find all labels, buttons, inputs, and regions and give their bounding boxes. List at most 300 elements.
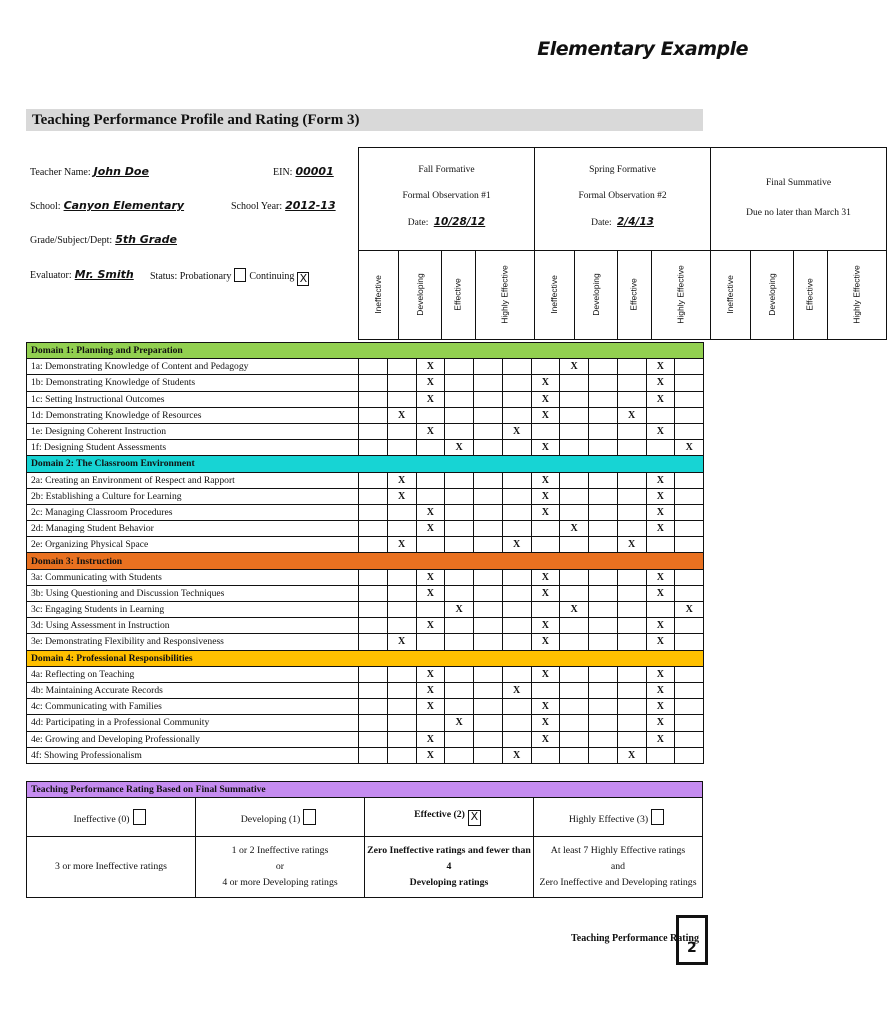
rating-cell[interactable]: X: [560, 359, 589, 375]
rating-cell[interactable]: X: [646, 504, 675, 520]
rating-cell[interactable]: [445, 666, 474, 682]
rating-cell[interactable]: X: [416, 747, 445, 763]
rating-cell[interactable]: X: [416, 618, 445, 634]
rating-cell[interactable]: [445, 472, 474, 488]
rating-cell[interactable]: [531, 682, 560, 698]
rating-cell[interactable]: [617, 521, 646, 537]
rating-cell[interactable]: [617, 682, 646, 698]
rating-cell[interactable]: [617, 731, 646, 747]
rating-cell[interactable]: X: [646, 731, 675, 747]
rating-cell[interactable]: X: [416, 375, 445, 391]
rating-cell[interactable]: [675, 504, 704, 520]
rating-cell[interactable]: [617, 666, 646, 682]
rating-cell[interactable]: [445, 699, 474, 715]
rating-cell[interactable]: X: [560, 521, 589, 537]
rating-cell[interactable]: X: [531, 472, 560, 488]
rating-cell[interactable]: [560, 472, 589, 488]
rating-cell[interactable]: [560, 440, 589, 456]
rating-cell[interactable]: [416, 440, 445, 456]
rating-cell[interactable]: X: [617, 407, 646, 423]
rating-cell[interactable]: [589, 521, 618, 537]
rating-cell[interactable]: [502, 359, 531, 375]
rating-cell[interactable]: X: [416, 391, 445, 407]
rating-cell[interactable]: [617, 488, 646, 504]
rating-cell[interactable]: [502, 602, 531, 618]
rating-cell[interactable]: [617, 715, 646, 731]
rating-cell[interactable]: [474, 682, 503, 698]
rating-cell[interactable]: [359, 359, 388, 375]
rating-cell[interactable]: [359, 423, 388, 439]
rating-cell[interactable]: [589, 569, 618, 585]
rating-cell[interactable]: [474, 407, 503, 423]
rating-cell[interactable]: [359, 504, 388, 520]
rating-cell[interactable]: [445, 618, 474, 634]
rating-cell[interactable]: [387, 423, 416, 439]
rating-cell[interactable]: X: [646, 585, 675, 601]
rating-cell[interactable]: [560, 488, 589, 504]
rating-cell[interactable]: [589, 391, 618, 407]
rating-cell[interactable]: [502, 666, 531, 682]
component-label: 3d: Using Assessment in Instruction: [27, 618, 359, 634]
rating-cell[interactable]: [359, 699, 388, 715]
rating-cell[interactable]: [646, 747, 675, 763]
rating-cell[interactable]: X: [560, 602, 589, 618]
rating-cell[interactable]: [416, 472, 445, 488]
rating-cell[interactable]: [387, 504, 416, 520]
rating-cell[interactable]: [589, 747, 618, 763]
table-row: [27, 747, 704, 763]
rating-cell[interactable]: [560, 585, 589, 601]
rating-cell[interactable]: X: [445, 715, 474, 731]
rating-cell[interactable]: [445, 682, 474, 698]
rating-cell[interactable]: X: [387, 488, 416, 504]
rating-cell[interactable]: [560, 375, 589, 391]
rating-cell[interactable]: X: [416, 731, 445, 747]
rating-cell[interactable]: [359, 634, 388, 650]
rating-cell[interactable]: [560, 666, 589, 682]
rating-cell[interactable]: X: [416, 569, 445, 585]
rating-cell[interactable]: X: [675, 440, 704, 456]
rating-cell[interactable]: [502, 618, 531, 634]
rating-cell[interactable]: [474, 472, 503, 488]
rating-cell[interactable]: X: [646, 682, 675, 698]
rating-cell[interactable]: [502, 699, 531, 715]
rating-cell[interactable]: [359, 472, 388, 488]
component-label: 2c: Managing Classroom Procedures: [27, 504, 359, 520]
rating-cell[interactable]: [387, 359, 416, 375]
component-label: 2a: Creating an Environment of Respect and Rapport: [27, 472, 359, 488]
rating-cell[interactable]: [416, 537, 445, 553]
rating-cell[interactable]: [531, 521, 560, 537]
rating-cell[interactable]: X: [416, 423, 445, 439]
rating-cell[interactable]: X: [416, 666, 445, 682]
level-label: Ineffective: [548, 275, 559, 314]
rating-cell[interactable]: [589, 407, 618, 423]
rating-cell[interactable]: [445, 423, 474, 439]
rating-cell[interactable]: [474, 537, 503, 553]
rating-cell[interactable]: [359, 488, 388, 504]
rating-cell[interactable]: [474, 391, 503, 407]
rating-cell[interactable]: X: [416, 682, 445, 698]
domain-header-row: [27, 553, 704, 569]
rating-cell[interactable]: [589, 504, 618, 520]
rating-cell[interactable]: [502, 375, 531, 391]
fall-level-developing: [398, 251, 442, 340]
rating-cell[interactable]: [445, 585, 474, 601]
rating-cell[interactable]: [387, 715, 416, 731]
rating-cell[interactable]: [675, 634, 704, 650]
rating-cell[interactable]: [617, 585, 646, 601]
rating-cell[interactable]: [560, 423, 589, 439]
rating-cell[interactable]: [359, 537, 388, 553]
rating-cell[interactable]: X: [531, 488, 560, 504]
rating-cell[interactable]: [474, 440, 503, 456]
rating-cell[interactable]: [675, 537, 704, 553]
rating-cell[interactable]: X: [531, 585, 560, 601]
rating-cell[interactable]: [675, 618, 704, 634]
rating-cell[interactable]: [359, 440, 388, 456]
rating-cell[interactable]: [416, 634, 445, 650]
rating-cell[interactable]: [445, 504, 474, 520]
continuing-checkbox[interactable]: X: [297, 272, 309, 286]
rating-cell[interactable]: [387, 440, 416, 456]
rating-cell[interactable]: [474, 602, 503, 618]
rating-cell[interactable]: X: [646, 359, 675, 375]
rating-cell[interactable]: [445, 569, 474, 585]
rating-cell[interactable]: [474, 521, 503, 537]
rating-cell[interactable]: [675, 715, 704, 731]
rating-cell[interactable]: [445, 407, 474, 423]
rating-cell[interactable]: [675, 488, 704, 504]
rating-cell[interactable]: [589, 602, 618, 618]
rating-cell[interactable]: [617, 618, 646, 634]
rating-cell[interactable]: [531, 359, 560, 375]
rating-cell[interactable]: [502, 521, 531, 537]
rating-cell[interactable]: X: [646, 375, 675, 391]
rating-cell[interactable]: [387, 569, 416, 585]
rating-cell[interactable]: [617, 634, 646, 650]
rating-cell[interactable]: [387, 618, 416, 634]
rating-cell[interactable]: [416, 602, 445, 618]
rating-cell[interactable]: [359, 375, 388, 391]
rating-cell[interactable]: [445, 537, 474, 553]
rating-cell[interactable]: [416, 488, 445, 504]
rating-cell[interactable]: [675, 731, 704, 747]
rating-cell[interactable]: [560, 747, 589, 763]
rating-cell[interactable]: [589, 634, 618, 650]
spring-title: Spring Formative: [589, 165, 656, 175]
rating-cell[interactable]: [502, 407, 531, 423]
rating-cell[interactable]: [675, 375, 704, 391]
rating-cell[interactable]: X: [646, 423, 675, 439]
rating-cell[interactable]: X: [646, 472, 675, 488]
rating-cell[interactable]: [675, 407, 704, 423]
rating-cell[interactable]: [474, 359, 503, 375]
probationary-checkbox[interactable]: [234, 268, 246, 282]
rating-cell[interactable]: [474, 504, 503, 520]
rating-cell[interactable]: [502, 488, 531, 504]
rating-cell[interactable]: [589, 423, 618, 439]
rating-cell[interactable]: [445, 731, 474, 747]
rating-cell[interactable]: [387, 585, 416, 601]
rating-cell[interactable]: [445, 391, 474, 407]
rating-cell[interactable]: [560, 569, 589, 585]
rating-criteria-line: 1 or 2 Ineffective ratings: [231, 845, 329, 856]
rating-cell[interactable]: [502, 440, 531, 456]
rating-cell[interactable]: [531, 747, 560, 763]
rating-cell[interactable]: X: [531, 618, 560, 634]
rating-cell[interactable]: [675, 423, 704, 439]
rating-cell[interactable]: [387, 602, 416, 618]
rating-cell[interactable]: [617, 391, 646, 407]
rating-cell[interactable]: [387, 391, 416, 407]
rating-cell[interactable]: X: [502, 747, 531, 763]
rating-cell[interactable]: [502, 472, 531, 488]
rating-cell[interactable]: [474, 375, 503, 391]
rating-cell[interactable]: [502, 634, 531, 650]
rating-cell[interactable]: [387, 731, 416, 747]
rating-cell[interactable]: [474, 585, 503, 601]
rating-cell[interactable]: [675, 569, 704, 585]
rating-cell[interactable]: [646, 602, 675, 618]
rating-cell[interactable]: [531, 423, 560, 439]
rating-cell[interactable]: [560, 715, 589, 731]
rating-cell[interactable]: [531, 537, 560, 553]
rating-cell[interactable]: X: [531, 699, 560, 715]
rating-cell[interactable]: [502, 731, 531, 747]
rating-cell[interactable]: [474, 618, 503, 634]
rating-cell[interactable]: X: [387, 472, 416, 488]
rating-cell[interactable]: [646, 440, 675, 456]
rating-cell[interactable]: [359, 391, 388, 407]
rating-cell[interactable]: [359, 569, 388, 585]
continuing-label: Continuing: [249, 271, 295, 282]
rating-cell[interactable]: X: [502, 537, 531, 553]
rating-cell[interactable]: [474, 423, 503, 439]
rating-cell[interactable]: [359, 666, 388, 682]
rating-cell[interactable]: [675, 699, 704, 715]
rating-cell[interactable]: [416, 715, 445, 731]
rating-cell[interactable]: [359, 715, 388, 731]
rating-cell[interactable]: X: [416, 359, 445, 375]
rating-cell[interactable]: [359, 731, 388, 747]
rating-cell[interactable]: [675, 682, 704, 698]
rating-cell[interactable]: [474, 731, 503, 747]
rating-cell[interactable]: [589, 715, 618, 731]
rating-cell[interactable]: X: [416, 585, 445, 601]
rating-cell[interactable]: [474, 666, 503, 682]
rating-cell[interactable]: X: [646, 488, 675, 504]
page-number-box: [676, 915, 708, 965]
rating-cell[interactable]: X: [416, 699, 445, 715]
rating-cell[interactable]: [445, 488, 474, 504]
level-label: Effective: [804, 278, 815, 311]
rating-cell[interactable]: [445, 521, 474, 537]
rating-cell[interactable]: [589, 682, 618, 698]
rating-cell[interactable]: X: [445, 602, 474, 618]
rating-cell[interactable]: [445, 634, 474, 650]
rating-cell[interactable]: [387, 747, 416, 763]
rating-cell[interactable]: [531, 602, 560, 618]
rating-cell[interactable]: X: [445, 440, 474, 456]
rating-cell[interactable]: [474, 699, 503, 715]
rating-cell[interactable]: [560, 618, 589, 634]
rating-cell[interactable]: X: [502, 423, 531, 439]
fall-level-highly-effective: [475, 251, 534, 340]
rating-cell[interactable]: [502, 715, 531, 731]
rating-cell[interactable]: [387, 699, 416, 715]
rating-option-checkbox[interactable]: [133, 809, 146, 825]
spring-level-effective: [618, 251, 651, 340]
rating-cell[interactable]: [359, 602, 388, 618]
rating-cell[interactable]: [617, 375, 646, 391]
rating-cell[interactable]: X: [531, 440, 560, 456]
rating-cell[interactable]: [589, 731, 618, 747]
rating-cell[interactable]: X: [646, 391, 675, 407]
footer-label: Teaching Performance Rating: [571, 933, 699, 944]
rating-cell[interactable]: X: [646, 521, 675, 537]
rating-cell[interactable]: [560, 504, 589, 520]
rating-cell[interactable]: [560, 682, 589, 698]
rating-cell[interactable]: [589, 699, 618, 715]
rating-cell[interactable]: X: [531, 715, 560, 731]
rating-cell[interactable]: [445, 747, 474, 763]
rating-cell[interactable]: X: [531, 569, 560, 585]
rating-cell[interactable]: [502, 569, 531, 585]
rating-cell[interactable]: [560, 699, 589, 715]
table-row: [27, 715, 704, 731]
rating-cell[interactable]: [560, 537, 589, 553]
rating-cell[interactable]: X: [646, 618, 675, 634]
rating-cell[interactable]: [445, 359, 474, 375]
rating-cell[interactable]: X: [531, 666, 560, 682]
spring-subtitle: Formal Observation #2: [578, 191, 667, 201]
rating-cell[interactable]: X: [531, 375, 560, 391]
rating-cell[interactable]: X: [646, 634, 675, 650]
rating-cell[interactable]: [474, 488, 503, 504]
rating-criteria-line: At least 7 Highly Effective ratings: [550, 845, 686, 856]
rating-cell[interactable]: [675, 666, 704, 682]
rating-cell[interactable]: [589, 488, 618, 504]
rating-cell[interactable]: X: [646, 666, 675, 682]
rating-cell[interactable]: [675, 747, 704, 763]
rating-cell[interactable]: [589, 666, 618, 682]
rating-cell[interactable]: [502, 391, 531, 407]
rating-cell[interactable]: [474, 634, 503, 650]
rating-cell[interactable]: [560, 731, 589, 747]
rating-cell[interactable]: [359, 747, 388, 763]
rating-cell[interactable]: [617, 440, 646, 456]
rating-cell[interactable]: [589, 359, 618, 375]
rating-cell[interactable]: [617, 569, 646, 585]
rating-cell[interactable]: [359, 682, 388, 698]
rating-cell[interactable]: [416, 407, 445, 423]
rating-cell[interactable]: [589, 537, 618, 553]
rating-cell[interactable]: X: [646, 699, 675, 715]
rating-cell[interactable]: [474, 715, 503, 731]
rating-cell[interactable]: [617, 602, 646, 618]
rating-cell[interactable]: [560, 391, 589, 407]
rating-cell[interactable]: [359, 585, 388, 601]
rating-cell[interactable]: X: [617, 747, 646, 763]
component-label: 2d: Managing Student Behavior: [27, 521, 359, 537]
rating-cell[interactable]: X: [617, 537, 646, 553]
rating-cell[interactable]: [387, 375, 416, 391]
rating-cell[interactable]: [646, 407, 675, 423]
rating-cell[interactable]: [617, 359, 646, 375]
rating-cell[interactable]: [675, 585, 704, 601]
rating-cell[interactable]: [675, 521, 704, 537]
rating-cell[interactable]: [502, 585, 531, 601]
rating-cell[interactable]: [675, 359, 704, 375]
rating-criteria-line: Zero Ineffective ratings and fewer than 4: [367, 845, 531, 872]
component-label: 4a: Reflecting on Teaching: [27, 666, 359, 682]
ein-label: EIN:: [273, 167, 293, 178]
rating-cell[interactable]: [617, 472, 646, 488]
rating-cell[interactable]: [359, 521, 388, 537]
rating-cell[interactable]: X: [531, 391, 560, 407]
rating-cell[interactable]: [387, 521, 416, 537]
rating-cell[interactable]: X: [531, 731, 560, 747]
rating-cell[interactable]: X: [416, 521, 445, 537]
rating-option-checkbox[interactable]: [651, 809, 664, 825]
rating-cell[interactable]: [474, 569, 503, 585]
rating-cell[interactable]: X: [387, 407, 416, 423]
rating-cell[interactable]: [359, 407, 388, 423]
table-row: [27, 699, 704, 715]
rating-cell[interactable]: [646, 537, 675, 553]
rating-cell[interactable]: [502, 504, 531, 520]
rating-cell[interactable]: X: [531, 504, 560, 520]
rating-cell[interactable]: [560, 634, 589, 650]
rating-option-checkbox[interactable]: [303, 809, 316, 825]
rating-cell[interactable]: X: [387, 634, 416, 650]
rating-cell[interactable]: X: [416, 504, 445, 520]
rating-cell[interactable]: X: [646, 569, 675, 585]
rating-cell[interactable]: X: [531, 634, 560, 650]
rating-cell[interactable]: [589, 472, 618, 488]
rating-cell[interactable]: [387, 682, 416, 698]
rating-cell[interactable]: X: [675, 602, 704, 618]
rating-cell[interactable]: [589, 618, 618, 634]
rating-cell[interactable]: [617, 504, 646, 520]
school-year-value: 2012-13: [285, 199, 336, 212]
rating-cell[interactable]: [445, 375, 474, 391]
rating-cell[interactable]: X: [502, 682, 531, 698]
rating-cell[interactable]: [675, 472, 704, 488]
rating-option-checkbox[interactable]: X: [468, 810, 481, 826]
rating-cell[interactable]: [387, 666, 416, 682]
rating-cell[interactable]: X: [387, 537, 416, 553]
rating-cell[interactable]: [474, 747, 503, 763]
rating-cell[interactable]: [560, 407, 589, 423]
rating-cell[interactable]: [589, 585, 618, 601]
rating-cell[interactable]: X: [531, 407, 560, 423]
rating-cell[interactable]: [359, 618, 388, 634]
rating-cell[interactable]: [589, 440, 618, 456]
rating-cell[interactable]: [675, 391, 704, 407]
fall-subtitle: Formal Observation #1: [402, 191, 491, 201]
rating-option-label: Developing (1): [240, 814, 301, 825]
rating-cell[interactable]: X: [646, 715, 675, 731]
rating-cell[interactable]: [617, 699, 646, 715]
rating-cell[interactable]: [589, 375, 618, 391]
rating-criteria-line: Developing ratings: [409, 877, 489, 888]
rating-cell[interactable]: [617, 423, 646, 439]
rating-option-label: Effective (2): [414, 808, 465, 820]
component-label: 1e: Designing Coherent Instruction: [27, 423, 359, 439]
evaluator-label: Evaluator:: [30, 270, 72, 281]
